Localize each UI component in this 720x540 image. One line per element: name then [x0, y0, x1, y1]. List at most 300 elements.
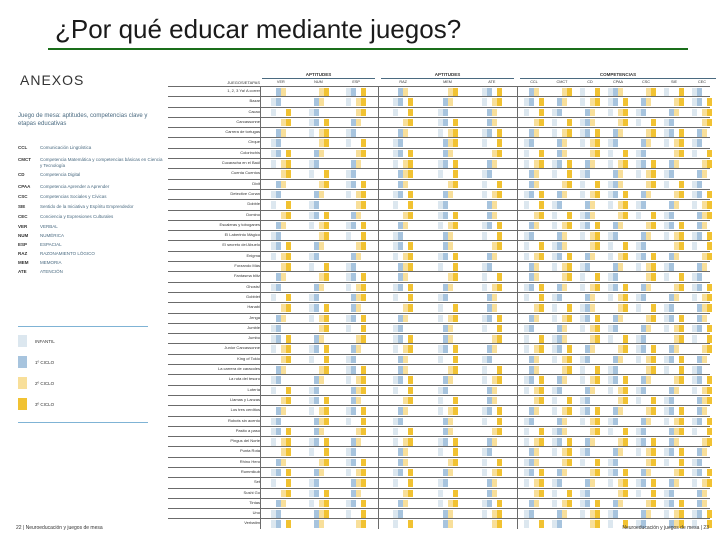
stage-cell	[443, 253, 448, 261]
stage-cell	[608, 253, 613, 261]
table-row	[168, 179, 710, 189]
stage-cell	[443, 160, 448, 168]
stage-cell	[361, 325, 366, 333]
group-divider	[378, 447, 379, 456]
table-body	[168, 86, 710, 529]
stage-cell	[567, 304, 572, 312]
stage-cell	[623, 490, 628, 498]
stage-cell	[271, 479, 276, 487]
stage-cell	[448, 520, 453, 528]
stage-cell	[497, 191, 502, 199]
name-divider	[260, 272, 261, 281]
stage-cell	[524, 520, 529, 528]
stage-cell	[448, 469, 453, 477]
stage-cell	[271, 160, 276, 168]
stage-cell	[524, 438, 529, 446]
group-header: APTITUDES	[434, 72, 461, 77]
stage-cell	[697, 191, 702, 199]
stage-cell	[271, 294, 276, 302]
table-row	[168, 426, 710, 436]
stage-cell	[398, 469, 403, 477]
legend-item	[18, 356, 54, 368]
legend-item	[18, 335, 55, 347]
stage-cell	[613, 139, 618, 147]
stage-cell	[438, 263, 443, 271]
stage-cell	[697, 88, 702, 96]
stage-cell	[679, 325, 684, 333]
stage-cell	[393, 438, 398, 446]
stage-cell	[286, 520, 291, 528]
stage-cell	[613, 273, 618, 281]
game-name: Llamas y Lanzas	[229, 396, 260, 402]
stage-cell	[702, 356, 707, 364]
stage-cell	[482, 325, 487, 333]
stage-cell	[562, 284, 567, 292]
stage-cell	[595, 88, 600, 96]
stage-cell	[580, 366, 585, 374]
stage-cell	[580, 459, 585, 467]
stage-cell	[651, 119, 656, 127]
name-divider	[260, 252, 261, 261]
group-divider	[378, 241, 379, 250]
stage-cell	[608, 150, 613, 158]
game-name: Dixit	[252, 180, 260, 186]
name-divider	[260, 478, 261, 487]
game-name: Lotería	[247, 386, 260, 392]
stage-cell	[697, 325, 702, 333]
name-divider	[260, 149, 261, 158]
name-divider	[260, 334, 261, 343]
table-row	[168, 343, 710, 353]
stage-cell	[562, 232, 567, 240]
stage-cell	[324, 345, 329, 353]
stage-cell	[443, 201, 448, 209]
stage-cell	[487, 315, 492, 323]
group-divider	[378, 200, 379, 209]
stage-cell	[534, 273, 539, 281]
stage-cell	[646, 418, 651, 426]
abbreviation-desc: ESPACIAL	[40, 242, 62, 247]
stage-cell	[562, 325, 567, 333]
stage-cell	[482, 232, 487, 240]
group-divider	[517, 221, 518, 230]
stage-cell	[286, 438, 291, 446]
stage-cell	[562, 469, 567, 477]
stage-cell	[595, 366, 600, 374]
group-divider	[378, 386, 379, 395]
abbreviation-row	[18, 214, 163, 220]
stage-cell	[669, 170, 674, 178]
stage-cell	[271, 387, 276, 395]
stage-cell	[492, 253, 497, 261]
stage-cell	[557, 253, 562, 261]
stage-cell	[679, 448, 684, 456]
stage-cell	[453, 500, 458, 508]
stage-cell	[613, 469, 618, 477]
stage-cell	[651, 448, 656, 456]
stage-cell	[608, 428, 613, 436]
group-divider	[378, 128, 379, 137]
stage-cell	[487, 263, 492, 271]
stage-cell	[585, 170, 590, 178]
table-row	[168, 385, 710, 395]
stage-cell	[356, 490, 361, 498]
table-row	[168, 374, 710, 384]
stage-cell	[669, 304, 674, 312]
stage-cell	[324, 407, 329, 415]
stage-cell	[286, 201, 291, 209]
legend-item	[18, 377, 54, 389]
name-divider	[260, 108, 261, 117]
stage-cell	[646, 376, 651, 384]
stage-cell	[497, 150, 502, 158]
stage-cell	[679, 98, 684, 106]
stage-cell	[309, 448, 314, 456]
stage-cell	[552, 356, 557, 364]
stage-cell	[351, 170, 356, 178]
stage-cell	[679, 242, 684, 250]
stage-cell	[623, 294, 628, 302]
game-name: Cuenta Cuentos	[231, 170, 260, 176]
stage-cell	[492, 201, 497, 209]
stage-cell	[403, 366, 408, 374]
stage-cell	[453, 273, 458, 281]
stage-cell	[351, 356, 356, 364]
stage-cell	[552, 500, 557, 508]
abbreviation-code: CD	[18, 172, 25, 177]
stage-cell	[393, 387, 398, 395]
stage-cell	[567, 181, 572, 189]
stage-cell	[552, 315, 557, 323]
abbreviation-desc: NUMÉRICA	[40, 233, 65, 238]
group-divider	[517, 169, 518, 178]
stage-cell	[613, 98, 618, 106]
group-divider	[517, 108, 518, 117]
name-divider	[260, 283, 261, 292]
stage-cell	[361, 139, 366, 147]
game-name: Rhino Hero	[239, 458, 260, 464]
stage-cell	[552, 490, 557, 498]
stage-cell	[651, 273, 656, 281]
group-divider	[378, 272, 379, 281]
abbreviation-row	[18, 242, 163, 248]
abbreviation-code: SIE	[18, 204, 26, 209]
stage-cell	[351, 273, 356, 281]
group-divider	[378, 478, 379, 487]
stage-cell	[651, 160, 656, 168]
stage-cell	[674, 253, 679, 261]
game-name: Fantasma blitz	[233, 273, 260, 279]
stage-cell	[623, 98, 628, 106]
name-divider	[260, 211, 261, 220]
stage-cell	[497, 428, 502, 436]
stage-cell	[286, 109, 291, 117]
stage-cell	[309, 263, 314, 271]
stage-cell	[707, 387, 712, 395]
table-row	[168, 251, 710, 261]
stage-cell	[608, 201, 613, 209]
stage-cell	[482, 459, 487, 467]
stage-cell	[567, 170, 572, 178]
game-name: La ruta del tesoro	[228, 376, 260, 382]
stage-cell	[590, 201, 595, 209]
stage-cell	[702, 448, 707, 456]
game-name: Jumbo	[247, 335, 260, 341]
stage-cell	[580, 510, 585, 518]
stage-cell	[492, 490, 497, 498]
stage-cell	[552, 304, 557, 312]
group-divider	[378, 190, 379, 199]
stage-cell	[669, 397, 674, 405]
group-divider	[378, 138, 379, 147]
stage-cell	[438, 315, 443, 323]
abbreviation-row	[18, 251, 163, 257]
stage-cell	[651, 490, 656, 498]
stage-cell	[669, 356, 674, 364]
stage-cell	[580, 325, 585, 333]
stage-cell	[398, 98, 403, 106]
stage-cell	[492, 304, 497, 312]
stage-cell	[623, 253, 628, 261]
stage-cell	[585, 222, 590, 230]
stage-cell	[646, 139, 651, 147]
stage-cell	[707, 304, 712, 312]
group-divider	[378, 97, 379, 106]
stage-cell	[623, 469, 628, 477]
group-divider	[517, 324, 518, 333]
stage-cell	[641, 438, 646, 446]
stage-cell	[497, 510, 502, 518]
stage-cell	[636, 119, 641, 127]
name-divider	[260, 468, 261, 477]
table-row	[168, 168, 710, 178]
stage-cell	[408, 98, 413, 106]
name-divider	[260, 344, 261, 353]
stage-cell	[623, 191, 628, 199]
stage-cell	[669, 490, 674, 498]
stage-cell	[567, 366, 572, 374]
stage-cell	[707, 469, 712, 477]
game-name: Ghosts!	[246, 283, 260, 289]
stage-cell	[567, 500, 572, 508]
stage-cell	[438, 222, 443, 230]
group-header-rule	[520, 78, 716, 79]
stage-cell	[707, 98, 712, 106]
table-row	[168, 457, 710, 467]
stage-cell	[623, 397, 628, 405]
stage-cell	[286, 263, 291, 271]
stage-cell	[281, 222, 286, 230]
stage-cell	[497, 520, 502, 528]
legend-separator	[18, 326, 148, 327]
stage-cell	[408, 119, 413, 127]
game-name: Colorinchis	[240, 149, 260, 155]
stage-cell	[482, 98, 487, 106]
group-divider	[517, 149, 518, 158]
group-divider	[378, 406, 379, 415]
game-name: Set	[253, 479, 260, 485]
stage-cell	[623, 345, 628, 353]
stage-cell	[567, 345, 572, 353]
stage-cell	[276, 325, 281, 333]
stage-cell	[623, 428, 628, 436]
stage-cell	[276, 139, 281, 147]
stage-cell	[393, 294, 398, 302]
group-divider	[378, 303, 379, 312]
stage-cell	[448, 335, 453, 343]
abbreviation-desc: Competencia Digital	[40, 172, 81, 177]
abbreviation-code: MEM	[18, 260, 29, 265]
stage-cell	[651, 315, 656, 323]
abbreviation-code: RAZ	[18, 251, 28, 256]
stage-cell	[438, 129, 443, 137]
stage-cell	[482, 418, 487, 426]
stage-cell	[524, 335, 529, 343]
stage-cell	[636, 490, 641, 498]
stage-cell	[443, 109, 448, 117]
stage-cell	[641, 109, 646, 117]
stage-cell	[707, 119, 712, 127]
stage-cell	[276, 428, 281, 436]
legend-swatch	[18, 335, 27, 347]
stage-cell	[608, 294, 613, 302]
stage-cell	[590, 119, 595, 127]
group-divider	[517, 252, 518, 261]
stage-cell	[539, 150, 544, 158]
legend-label: INFANTIL	[35, 338, 55, 344]
stage-cell	[534, 448, 539, 456]
group-divider	[378, 169, 379, 178]
group-divider	[378, 375, 379, 384]
stage-cell	[361, 459, 366, 467]
stage-cell	[585, 490, 590, 498]
abbreviation-code: NUM	[18, 233, 29, 238]
stage-cell	[286, 479, 291, 487]
stage-cell	[623, 109, 628, 117]
stage-cell	[669, 315, 674, 323]
name-divider	[260, 396, 261, 405]
stage-cell	[448, 418, 453, 426]
table-row	[168, 302, 710, 312]
stage-cell	[692, 335, 697, 343]
stage-cell	[361, 284, 366, 292]
group-divider	[378, 149, 379, 158]
stage-cell	[492, 438, 497, 446]
stage-cell	[443, 294, 448, 302]
stage-cell	[324, 418, 329, 426]
stage-cell	[453, 263, 458, 271]
stage-cell	[361, 273, 366, 281]
stage-cell	[679, 273, 684, 281]
stage-cell	[674, 294, 679, 302]
stage-cell	[346, 232, 351, 240]
column-header: VER	[276, 80, 285, 84]
stage-cell	[286, 253, 291, 261]
stage-cell	[697, 273, 702, 281]
stage-cell	[679, 428, 684, 436]
group-divider	[517, 478, 518, 487]
table-row	[168, 436, 710, 446]
table-row	[168, 137, 710, 147]
anexos-heading: ANEXOS	[20, 72, 85, 88]
stage-cell	[314, 304, 319, 312]
abbreviation-desc: Conciencia y Expresiones Culturales	[40, 214, 114, 219]
stage-cell	[324, 448, 329, 456]
stage-cell	[664, 325, 669, 333]
group-divider	[378, 396, 379, 405]
stage-cell	[646, 98, 651, 106]
stage-cell	[557, 438, 562, 446]
stage-cell	[497, 222, 502, 230]
name-divider	[260, 169, 261, 178]
stage-cell	[618, 356, 623, 364]
game-name: Punta Rota	[239, 448, 260, 454]
stage-cell	[590, 438, 595, 446]
abbreviation-row	[18, 194, 163, 200]
stage-cell	[346, 284, 351, 292]
stage-cell	[497, 242, 502, 250]
stage-cell	[286, 490, 291, 498]
stage-cell	[361, 387, 366, 395]
stage-cell	[314, 253, 319, 261]
stage-cell	[623, 284, 628, 292]
stage-cell	[567, 459, 572, 467]
stage-cell	[646, 284, 651, 292]
stage-cell	[618, 222, 623, 230]
stage-cell	[361, 500, 366, 508]
game-name: Verbatim	[244, 520, 260, 526]
stage-cell	[361, 469, 366, 477]
column-header: CPAA	[612, 80, 624, 84]
column-header: SIE	[670, 80, 678, 84]
stage-cell	[651, 129, 656, 137]
stage-cell	[356, 160, 361, 168]
stage-cell	[286, 397, 291, 405]
game-name: El Laberinto Mágico	[224, 232, 260, 238]
stage-cell	[448, 325, 453, 333]
stage-cell	[651, 212, 656, 220]
group-divider	[517, 283, 518, 292]
stage-cell	[674, 160, 679, 168]
stage-cell	[524, 345, 529, 353]
stage-cell	[398, 284, 403, 292]
stage-cell	[692, 428, 697, 436]
stage-cell	[646, 232, 651, 240]
stage-cell	[324, 273, 329, 281]
stage-cell	[324, 181, 329, 189]
stage-cell	[448, 191, 453, 199]
stage-cell	[276, 242, 281, 250]
stage-cell	[351, 366, 356, 374]
stage-cell	[281, 181, 286, 189]
stage-cell	[539, 98, 544, 106]
stage-cell	[679, 222, 684, 230]
stage-cell	[361, 191, 366, 199]
stage-cell	[403, 181, 408, 189]
game-name: Carrera de tortugas	[225, 129, 260, 135]
stage-cell	[492, 294, 497, 302]
game-name: Dobble	[247, 201, 260, 207]
stage-cell	[595, 150, 600, 158]
stage-cell	[707, 325, 712, 333]
table-row	[168, 333, 710, 343]
stage-cell	[453, 212, 458, 220]
legend-item	[18, 398, 54, 410]
stage-cell	[580, 88, 585, 96]
stage-cell	[567, 263, 572, 271]
stage-cell	[707, 253, 712, 261]
stage-cell	[580, 376, 585, 384]
